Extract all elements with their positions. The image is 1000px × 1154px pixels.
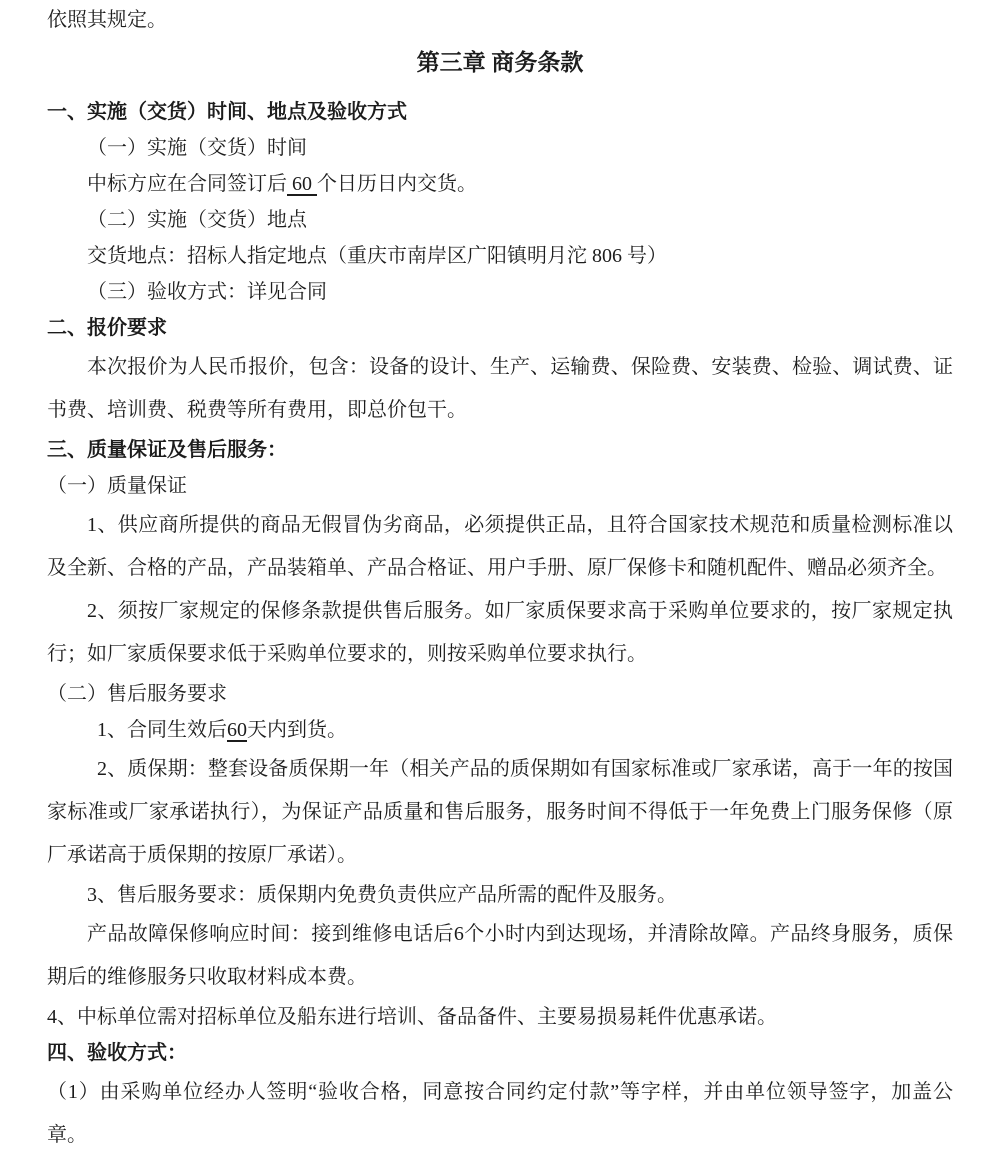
section-heading-2: 二、报价要求 — [47, 317, 167, 339]
paragraph: 2、须按厂家规定的保修条款提供售后服务。如厂家质保要求高于采购单位要求的，按厂家规定执行；如厂家质保要求低于采购单位要求的，则按采购单位要求执行。 — [47, 600, 953, 665]
text-segment: 天内到货。 — [247, 719, 347, 741]
paragraph — [47, 166, 953, 202]
document-body — [47, 2, 953, 1154]
underlined-value: 60 — [287, 173, 317, 195]
paragraph: 交货地点：招标人指定地点（重庆市南岸区广阳镇明月沱 806 号） — [87, 245, 667, 267]
text-segment: 个日历日内交货。 — [317, 173, 477, 195]
underlined-value: 60 — [227, 719, 247, 741]
subsection-heading: （一）质量保证 — [47, 475, 187, 497]
chapter-title: 第三章 商务条款 — [416, 50, 584, 75]
section-heading-1: 一、实施（交货）时间、地点及验收方式 — [47, 101, 407, 123]
subsection-heading: （三）验收方式：详见合同 — [87, 281, 327, 303]
text-segment: 中标方应在合同签订后 — [87, 173, 287, 195]
section-heading-4: 四、验收方式： — [47, 1042, 187, 1064]
paragraph-continuation: 依照其规定。 — [47, 9, 167, 31]
paragraph: 本次报价为人民币报价，包含：设备的设计、生产、运输费、保险费、安装费、检验、调试费、证书费、培训费、税费等所有费用，即总价包干。 — [47, 356, 953, 421]
paragraph: 3、售后服务要求：质保期内免费负责供应产品所需的配件及服务。 — [87, 884, 677, 906]
subsection-heading: （一）实施（交货）时间 — [87, 137, 307, 159]
subsection-heading: （二）售后服务要求 — [47, 683, 227, 705]
text-segment: 1、合同生效后 — [97, 719, 227, 741]
paragraph: （1）由采购单位经办人签明“验收合格，同意按合同约定付款”等字样，并由单位领导签字，加盖公章。 — [47, 1081, 953, 1146]
paragraph: 2、质保期：整套设备质保期一年（相关产品的质保期如有国家标准或厂家承诺，高于一年的按国家标准或厂家承诺执行），为保证产品质量和售后服务，服务时间不得低于一年免费上门服务保修（原厂承诺高于质保期的按原厂承诺）。 — [47, 758, 953, 866]
subsection-heading: （二）实施（交货）地点 — [87, 209, 307, 231]
paragraph — [47, 712, 953, 748]
paragraph: 4、中标单位需对招标单位及船东进行培训、备品备件、主要易损易耗件优惠承诺。 — [47, 1006, 777, 1028]
paragraph: 产品故障保修响应时间：接到维修电话后6个小时内到达现场，并清除故障。产品终身服务，质保期后的维修服务只收取材料成本费。 — [47, 923, 953, 988]
section-heading-3: 三、质量保证及售后服务： — [47, 439, 287, 461]
paragraph: 1、供应商所提供的商品无假冒伪劣商品，必须提供正品，且符合国家技术规范和质量检测标准以及全新、合格的产品，产品装箱单、产品合格证、用户手册、原厂保修卡和随机配件、赠品必须齐全。 — [47, 514, 953, 579]
